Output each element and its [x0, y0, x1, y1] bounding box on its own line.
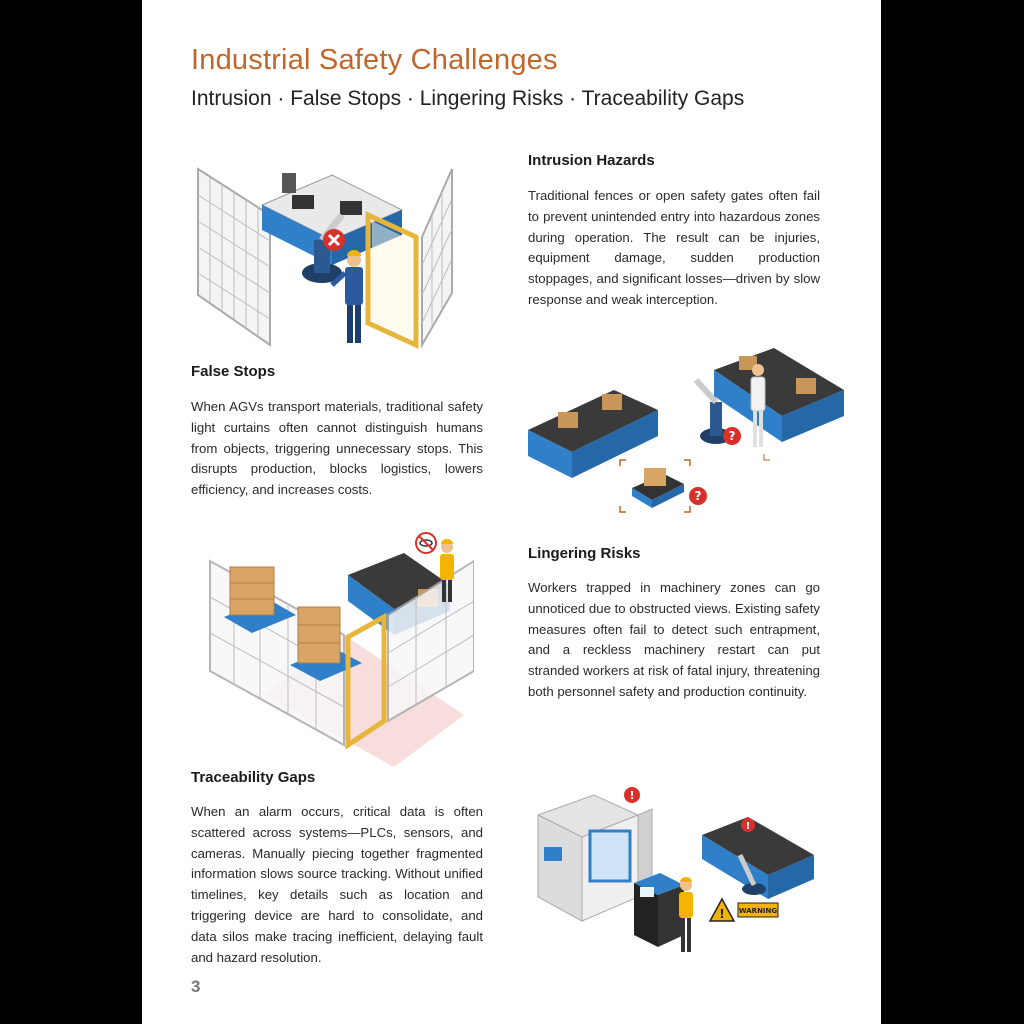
section-body-lingering-risks: Workers trapped in machinery zones can go unnoticed due to obstructed views. Existing safety measures often fail to detect such entrapment, and a reckless machinery restart can put stranded workers at risk of fatal injury, threatening both personnel safety and production continuity. [528, 580, 820, 699]
page-number: 3 [191, 977, 201, 996]
section-title-false-stops: False Stops [191, 363, 276, 380]
worker-figure [679, 877, 693, 952]
control-cabinet [634, 873, 684, 947]
svg-text:!: ! [629, 789, 635, 802]
section-body-intrusion: Traditional fences or open safety gates often fail to prevent unintended entry into hazardous zones during operation. The result can be injuries, equipment damage, sudden production stoppages, and significant losses—driven by slow response and weak interception. [528, 188, 820, 307]
svg-text:?: ? [728, 429, 736, 443]
conveyor-left [528, 390, 658, 478]
no-visibility-icon [416, 533, 436, 553]
svg-text:!: ! [745, 821, 751, 832]
question-alert-icon [689, 487, 707, 505]
lingering-risks-illustration [204, 525, 474, 770]
worker-figure [332, 250, 363, 343]
section-body-traceability-gaps: When an alarm occurs, critical data is often scattered across systems—PLCs, sensors, and cameras. Manually piecing together fragmented information slows source tracking. Without unified timelines, key details such as location and triggering device are hard to consolidate, and data silos make tracing inefficient, delaying fault and hazard resolution. [191, 804, 483, 965]
page-subtitle: Intrusion · False Stops · Lingering Risks · Traceability Gaps [191, 87, 745, 110]
svg-text:?: ? [694, 489, 702, 503]
safety-gate [368, 215, 416, 345]
traceability-illustration [534, 785, 834, 960]
section-title-traceability-gaps: Traceability Gaps [191, 769, 316, 786]
warning-sign-text: WARNING [738, 907, 778, 915]
document-page [142, 0, 881, 1024]
warning-sign [738, 903, 778, 917]
section-body-false-stops: When AGVs transport materials, traditional safety light curtains often cannot distinguish humans from objects, triggering unnecessary stops. This disrupts production, blocks logistics, lowers efficiency, and increases costs. [191, 399, 483, 498]
section-title-lingering-risks: Lingering Risks [528, 545, 641, 562]
exclamation-alert-icon [624, 787, 640, 803]
safety-fence-right [422, 169, 452, 345]
intrusion-illustration [192, 155, 462, 355]
svg-text:!: ! [719, 907, 725, 921]
question-alert-icon [723, 427, 741, 445]
page-title: Industrial Safety Challenges [191, 44, 558, 76]
safety-fence-left [198, 169, 270, 345]
conveyor-machine [702, 817, 814, 899]
section-title-intrusion: Intrusion Hazards [528, 152, 655, 169]
warning-triangle-icon [710, 899, 734, 921]
exclamation-alert-icon [741, 818, 755, 832]
false-stops-illustration [524, 340, 844, 520]
alert-x-icon [323, 229, 345, 251]
